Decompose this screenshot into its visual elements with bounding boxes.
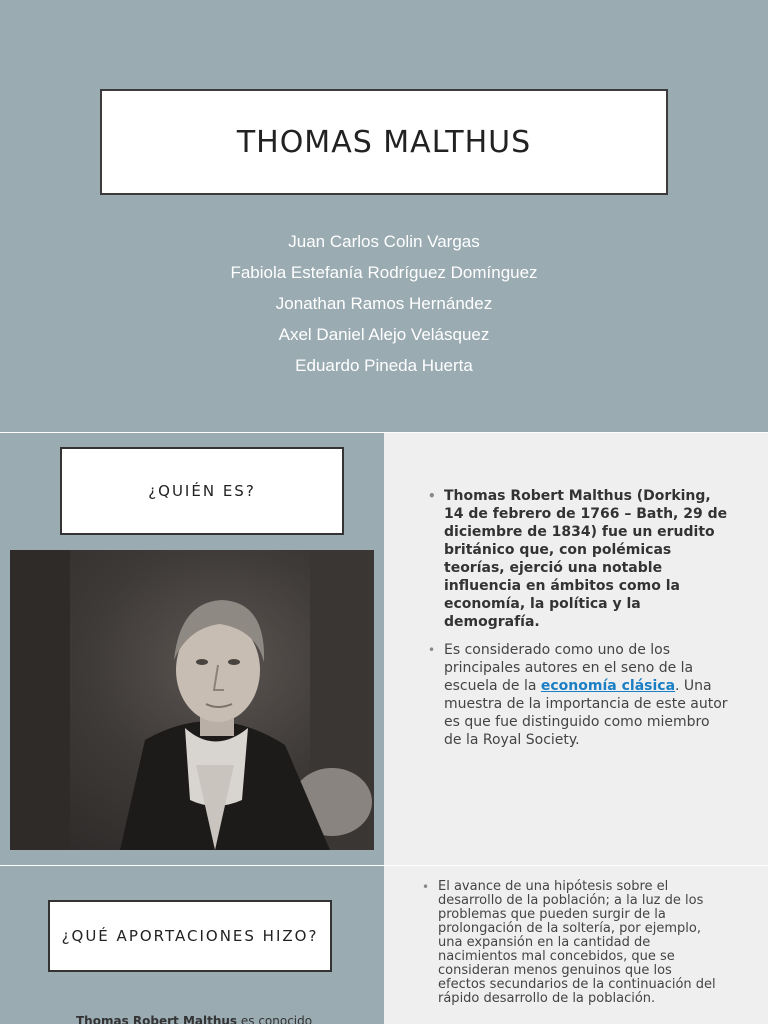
- heading-box: [48, 900, 332, 972]
- left-panel: [0, 433, 384, 865]
- bullet-text: . Una muestra de la importancia de este autor es que fue distinguido como miembro de la Royal Society.: [444, 678, 728, 748]
- bullet-list: [422, 880, 716, 1006]
- portrait-image: [10, 550, 374, 850]
- section-heading: ¿QUÉ APORTACIONES HIZO?: [61, 926, 319, 945]
- author-name: Axel Daniel Alejo Velásquez: [278, 325, 490, 344]
- bullet-item: • El avance de una hipótesis sobre el desarrollo de la población; a la luz de los problemas que pueden surgir de la prolongación de la soltería, por ejemplo, una expansión en la cantidad de nacimientos mal concebidos, que se consideran menos genuinos que los efectos secundarios de la continuación del rápido desarrollo de la población.: [422, 880, 716, 1006]
- bullet-item: • Thomas Robert Malthus (Dorking, 14 de febrero de 1766 – Bath, 29 de diciembre de 1834) fue un erudito británico que, con polémicas teorías, ejerció una notable influencia en ámbitos como la economía, la política y la demografía.: [428, 487, 728, 631]
- bullet-item: [428, 641, 728, 749]
- portrait-illustration: [10, 550, 374, 850]
- contributions-slide: [0, 866, 768, 1024]
- bullet-list: [428, 487, 728, 749]
- author-name: Fabiola Estefanía Rodríguez Domínguez: [230, 263, 538, 282]
- who-is-slide: [0, 433, 768, 865]
- author-list: [0, 228, 768, 383]
- slide-title: THOMAS MALTHUS: [236, 124, 532, 160]
- economia-clasica-link[interactable]: economía clásica: [540, 678, 676, 694]
- author-name: Juan Carlos Colin Vargas: [288, 232, 480, 251]
- slide-text-snippet: [76, 1014, 312, 1024]
- right-panel: [384, 433, 768, 865]
- title-box: [100, 89, 668, 195]
- title-slide: [0, 0, 768, 432]
- author-name: Jonathan Ramos Hernández: [275, 294, 493, 313]
- snippet-text: es conocido: [237, 1014, 313, 1024]
- author-name: Eduardo Pineda Huerta: [295, 356, 473, 375]
- left-panel: [0, 866, 384, 1024]
- bullet-text: Es considerado como uno de los principales autores en el seno de la escuela de la: [444, 642, 694, 694]
- bold-name: Thomas Robert Malthus: [76, 1014, 238, 1024]
- heading-box: [60, 447, 344, 535]
- right-panel: [384, 866, 768, 1024]
- section-heading: ¿QUIÉN ES?: [148, 481, 256, 500]
